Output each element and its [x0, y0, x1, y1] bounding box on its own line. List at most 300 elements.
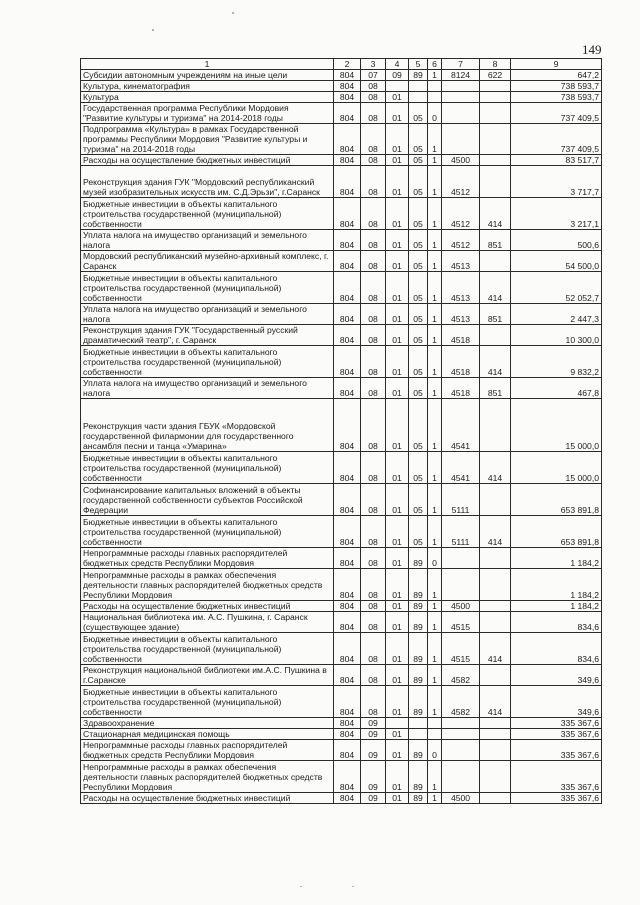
- code-cell: 804: [334, 601, 361, 612]
- code-cell: 89: [409, 665, 428, 686]
- amount-cell: 467,8: [511, 378, 602, 399]
- code-cell: 804: [334, 399, 361, 452]
- code-cell: 1: [428, 70, 442, 81]
- code-cell: 4582: [442, 686, 480, 718]
- expense-name-cell: Культура, кинематография: [81, 81, 334, 92]
- code-cell: 851: [480, 304, 511, 325]
- code-cell: [480, 103, 511, 124]
- code-cell: 804: [334, 155, 361, 166]
- scan-speck: [152, 29, 154, 31]
- code-cell: 01: [386, 124, 409, 155]
- table-row: [81, 740, 602, 761]
- code-cell: 4513: [442, 272, 480, 304]
- scan-speck: [352, 886, 354, 887]
- expense-name-cell: Непрограммные расходы главных распорядителей бюджетных средств Республики Мордовия: [81, 740, 334, 761]
- page-number: 149: [582, 42, 602, 57]
- code-cell: 804: [334, 729, 361, 740]
- code-cell: 622: [480, 70, 511, 81]
- expense-name-cell: Уплата налога на имущество организаций и земельного налога: [81, 230, 334, 251]
- code-cell: 08: [361, 81, 386, 92]
- code-cell: 01: [386, 569, 409, 601]
- code-cell: 05: [409, 198, 428, 230]
- table-row: [81, 272, 602, 304]
- amount-cell: 834,6: [511, 633, 602, 665]
- code-cell: 08: [361, 166, 386, 198]
- header-cell: 6: [428, 59, 442, 70]
- code-cell: [480, 793, 511, 804]
- code-cell: 89: [409, 548, 428, 569]
- expense-name-cell: Бюджетные инвестиции в объекты капитального строительства государственной (муниципальной) собственности: [81, 452, 334, 484]
- code-cell: 05: [409, 166, 428, 198]
- code-cell: 1: [428, 601, 442, 612]
- code-cell: 01: [386, 633, 409, 665]
- code-cell: 804: [334, 103, 361, 124]
- code-cell: 89: [409, 569, 428, 601]
- table-row: [81, 516, 602, 548]
- code-cell: 804: [334, 548, 361, 569]
- code-cell: 08: [361, 304, 386, 325]
- code-cell: 01: [386, 251, 409, 272]
- amount-cell: 653 891,8: [511, 516, 602, 548]
- code-cell: 08: [361, 548, 386, 569]
- code-cell: [442, 761, 480, 793]
- code-cell: 08: [361, 569, 386, 601]
- amount-cell: 335 367,6: [511, 740, 602, 761]
- code-cell: 804: [334, 686, 361, 718]
- code-cell: [480, 729, 511, 740]
- code-cell: 1: [428, 166, 442, 198]
- code-cell: 804: [334, 452, 361, 484]
- code-cell: 05: [409, 378, 428, 399]
- header-row: [81, 59, 602, 70]
- header-cell: 5: [409, 59, 428, 70]
- code-cell: [480, 166, 511, 198]
- code-cell: [386, 81, 409, 92]
- code-cell: 01: [386, 166, 409, 198]
- code-cell: 4541: [442, 452, 480, 484]
- code-cell: 804: [334, 516, 361, 548]
- amount-cell: 335 367,6: [511, 729, 602, 740]
- code-cell: 08: [361, 665, 386, 686]
- table-row: [81, 399, 602, 452]
- code-cell: 4518: [442, 325, 480, 346]
- code-cell: 08: [361, 452, 386, 484]
- code-cell: 1: [428, 484, 442, 516]
- amount-cell: 335 367,6: [511, 793, 602, 804]
- expense-name-cell: Национальная библиотека им. А.С. Пушкина, г. Саранск (существующее здание): [81, 612, 334, 633]
- code-cell: 0: [428, 740, 442, 761]
- amount-cell: 737 409,5: [511, 103, 602, 124]
- expense-name-cell: Непрограммные расходы в рамках обеспечения деятельности главных распорядителей бюджетных средств Республики Мордовия: [81, 761, 334, 793]
- amount-cell: 3 717,7: [511, 166, 602, 198]
- scan-speck: [300, 886, 302, 887]
- code-cell: 4513: [442, 251, 480, 272]
- code-cell: 4512: [442, 166, 480, 198]
- code-cell: 1: [428, 155, 442, 166]
- code-cell: [480, 612, 511, 633]
- code-cell: 01: [386, 304, 409, 325]
- expense-name-cell: Уплата налога на имущество организаций и земельного налога: [81, 304, 334, 325]
- code-cell: 08: [361, 633, 386, 665]
- table-row: [81, 612, 602, 633]
- expense-name-cell: Подпрограмма «Культура» в рамках Государственной программы Республики Мордовия "Развитие культуры и туризма" на 2014-2018 годы: [81, 124, 334, 155]
- code-cell: 89: [409, 793, 428, 804]
- code-cell: [409, 718, 428, 729]
- table-row: [81, 452, 602, 484]
- code-cell: 4518: [442, 346, 480, 378]
- code-cell: [442, 548, 480, 569]
- code-cell: 804: [334, 569, 361, 601]
- code-cell: [442, 92, 480, 103]
- code-cell: 804: [334, 484, 361, 516]
- code-cell: 1: [428, 230, 442, 251]
- code-cell: 804: [334, 346, 361, 378]
- amount-cell: 653 891,8: [511, 484, 602, 516]
- expense-name-cell: Расходы на осуществление бюджетных инвестиций: [81, 601, 334, 612]
- code-cell: 1: [428, 378, 442, 399]
- code-cell: 05: [409, 272, 428, 304]
- budget-table: [80, 58, 602, 804]
- code-cell: 0: [428, 103, 442, 124]
- code-cell: 5111: [442, 484, 480, 516]
- table-row: [81, 155, 602, 166]
- amount-cell: 15 000,0: [511, 452, 602, 484]
- code-cell: 09: [361, 729, 386, 740]
- table-row: [81, 633, 602, 665]
- amount-cell: 647,2: [511, 70, 602, 81]
- code-cell: 1: [428, 325, 442, 346]
- code-cell: 08: [361, 686, 386, 718]
- code-cell: 01: [386, 761, 409, 793]
- code-cell: 89: [409, 633, 428, 665]
- amount-cell: 500,6: [511, 230, 602, 251]
- code-cell: 414: [480, 346, 511, 378]
- code-cell: 01: [386, 793, 409, 804]
- code-cell: 07: [361, 70, 386, 81]
- code-cell: [442, 81, 480, 92]
- expense-name-cell: Бюджетные инвестиции в объекты капитального строительства государственной (муниципальной) собственности: [81, 516, 334, 548]
- code-cell: 4513: [442, 304, 480, 325]
- code-cell: 1: [428, 516, 442, 548]
- code-cell: 05: [409, 516, 428, 548]
- code-cell: 851: [480, 378, 511, 399]
- code-cell: 01: [386, 103, 409, 124]
- code-cell: 1: [428, 304, 442, 325]
- table-row: [81, 718, 602, 729]
- code-cell: 414: [480, 633, 511, 665]
- table-row: [81, 325, 602, 346]
- code-cell: 0: [428, 548, 442, 569]
- code-cell: 1: [428, 346, 442, 378]
- header-cell: 2: [334, 59, 361, 70]
- expense-name-cell: Бюджетные инвестиции в объекты капитального строительства государственной (муниципальной) собственности: [81, 346, 334, 378]
- table-row: [81, 166, 602, 198]
- code-cell: 08: [361, 484, 386, 516]
- code-cell: 804: [334, 70, 361, 81]
- code-cell: [442, 718, 480, 729]
- code-cell: 5111: [442, 516, 480, 548]
- expense-name-cell: Бюджетные инвестиции в объекты капитального строительства государственной (муниципальной) собственности: [81, 272, 334, 304]
- expense-name-cell: Реконструкция здания ГУК "Государственный русский драматический театр", г. Саранск: [81, 325, 334, 346]
- code-cell: [480, 718, 511, 729]
- code-cell: 804: [334, 633, 361, 665]
- code-cell: 1: [428, 251, 442, 272]
- code-cell: 08: [361, 378, 386, 399]
- code-cell: [480, 124, 511, 155]
- code-cell: 05: [409, 251, 428, 272]
- code-cell: 804: [334, 92, 361, 103]
- expense-name-cell: Здравоохранение: [81, 718, 334, 729]
- table-row: [81, 729, 602, 740]
- code-cell: 05: [409, 230, 428, 251]
- code-cell: 01: [386, 740, 409, 761]
- code-cell: 1: [428, 198, 442, 230]
- code-cell: [442, 740, 480, 761]
- code-cell: 09: [361, 740, 386, 761]
- amount-cell: 335 367,6: [511, 761, 602, 793]
- code-cell: 1: [428, 793, 442, 804]
- code-cell: 08: [361, 601, 386, 612]
- amount-cell: 52 052,7: [511, 272, 602, 304]
- expense-name-cell: Непрограммные расходы в рамках обеспечения деятельности главных распорядителей бюджетных средств Республики Мордовия: [81, 569, 334, 601]
- code-cell: [480, 740, 511, 761]
- code-cell: 01: [386, 516, 409, 548]
- table-row: [81, 251, 602, 272]
- code-cell: 09: [361, 761, 386, 793]
- code-cell: 1: [428, 124, 442, 155]
- code-cell: 05: [409, 103, 428, 124]
- amount-cell: 738 593,7: [511, 81, 602, 92]
- code-cell: 414: [480, 198, 511, 230]
- code-cell: 89: [409, 686, 428, 718]
- code-cell: 08: [361, 516, 386, 548]
- table-row: [81, 81, 602, 92]
- code-cell: 05: [409, 484, 428, 516]
- code-cell: 1: [428, 612, 442, 633]
- code-cell: [480, 665, 511, 686]
- expense-name-cell: Уплата налога на имущество организаций и земельного налога: [81, 378, 334, 399]
- header-cell: 7: [442, 59, 480, 70]
- code-cell: [428, 81, 442, 92]
- code-cell: 08: [361, 155, 386, 166]
- code-cell: 804: [334, 304, 361, 325]
- code-cell: 1: [428, 665, 442, 686]
- code-cell: [480, 548, 511, 569]
- code-cell: [480, 399, 511, 452]
- amount-cell: 349,6: [511, 686, 602, 718]
- expense-name-cell: Культура: [81, 92, 334, 103]
- code-cell: 89: [409, 601, 428, 612]
- code-cell: 89: [409, 761, 428, 793]
- expense-name-cell: Государственная программа Республики Мордовия "Развитие культуры и туризма" на 2014-2018 годы: [81, 103, 334, 124]
- code-cell: 1: [428, 761, 442, 793]
- expense-name-cell: Бюджетные инвестиции в объекты капитального строительства государственной (муниципальной) собственности: [81, 633, 334, 665]
- code-cell: 4512: [442, 198, 480, 230]
- amount-cell: 10 300,0: [511, 325, 602, 346]
- code-cell: 4518: [442, 378, 480, 399]
- table-row: [81, 378, 602, 399]
- amount-cell: 9 832,2: [511, 346, 602, 378]
- code-cell: 05: [409, 346, 428, 378]
- code-cell: 804: [334, 761, 361, 793]
- table-row: [81, 601, 602, 612]
- code-cell: 01: [386, 452, 409, 484]
- expense-name-cell: Софинансирование капитальных вложений в объекты государственной собственности субъектов Российской Федерации: [81, 484, 334, 516]
- code-cell: 05: [409, 155, 428, 166]
- code-cell: [386, 718, 409, 729]
- code-cell: 804: [334, 793, 361, 804]
- code-cell: 4515: [442, 633, 480, 665]
- expense-name-cell: Расходы на осуществление бюджетных инвестиций: [81, 155, 334, 166]
- table-row: [81, 569, 602, 601]
- amount-cell: 2 447,3: [511, 304, 602, 325]
- code-cell: 4512: [442, 230, 480, 251]
- code-cell: 1: [428, 452, 442, 484]
- code-cell: 8124: [442, 70, 480, 81]
- amount-cell: 1 184,2: [511, 569, 602, 601]
- code-cell: 01: [386, 729, 409, 740]
- code-cell: 01: [386, 686, 409, 718]
- code-cell: [428, 729, 442, 740]
- expense-name-cell: Мордовский республиканский музейно-архивный комплекс, г. Саранск: [81, 251, 334, 272]
- expense-name-cell: Реконструкция национальной библиотеки им.А.С. Пушкина в г.Саранске: [81, 665, 334, 686]
- table-row: [81, 304, 602, 325]
- code-cell: 89: [409, 740, 428, 761]
- table-row: [81, 761, 602, 793]
- code-cell: 08: [361, 251, 386, 272]
- code-cell: [480, 81, 511, 92]
- expense-name-cell: Реконструкция части здания ГБУК «Мордовской государственной филармонии для государственного ансамбля песни и танца «Умарина»: [81, 399, 334, 452]
- amount-cell: 83 517,7: [511, 155, 602, 166]
- table-row: [81, 665, 602, 686]
- code-cell: 08: [361, 92, 386, 103]
- code-cell: 804: [334, 198, 361, 230]
- code-cell: 08: [361, 612, 386, 633]
- amount-cell: 1 184,2: [511, 601, 602, 612]
- code-cell: [480, 569, 511, 601]
- table-row: [81, 103, 602, 124]
- code-cell: [428, 92, 442, 103]
- code-cell: [428, 718, 442, 729]
- expense-name-cell: Бюджетные инвестиции в объекты капитального строительства государственной (муниципальной) собственности: [81, 198, 334, 230]
- code-cell: 08: [361, 346, 386, 378]
- code-cell: 08: [361, 124, 386, 155]
- expense-name-cell: Бюджетные инвестиции в объекты капитального строительства государственной (муниципальной) собственности: [81, 686, 334, 718]
- table-header: [81, 59, 602, 70]
- amount-cell: 54 500,0: [511, 251, 602, 272]
- expense-name-cell: Стационарная медицинская помощь: [81, 729, 334, 740]
- code-cell: 01: [386, 198, 409, 230]
- table-row: [81, 548, 602, 569]
- code-cell: 01: [386, 272, 409, 304]
- code-cell: 4582: [442, 665, 480, 686]
- code-cell: 851: [480, 230, 511, 251]
- code-cell: 09: [361, 718, 386, 729]
- code-cell: 414: [480, 686, 511, 718]
- code-cell: 1: [428, 633, 442, 665]
- table-row: [81, 346, 602, 378]
- table-row: [81, 793, 602, 804]
- code-cell: 804: [334, 166, 361, 198]
- code-cell: [442, 103, 480, 124]
- code-cell: 08: [361, 230, 386, 251]
- code-cell: 89: [409, 70, 428, 81]
- code-cell: 1: [428, 686, 442, 718]
- code-cell: 804: [334, 718, 361, 729]
- code-cell: [480, 92, 511, 103]
- header-cell: 9: [511, 59, 602, 70]
- code-cell: [480, 155, 511, 166]
- code-cell: 01: [386, 230, 409, 251]
- amount-cell: 737 409,5: [511, 124, 602, 155]
- table-row: [81, 484, 602, 516]
- header-cell: 1: [81, 59, 334, 70]
- amount-cell: 349,6: [511, 665, 602, 686]
- amount-cell: 738 593,7: [511, 92, 602, 103]
- code-cell: 4500: [442, 793, 480, 804]
- table-body: [81, 70, 602, 804]
- header-cell: 3: [361, 59, 386, 70]
- code-cell: 1: [428, 399, 442, 452]
- code-cell: 08: [361, 103, 386, 124]
- header-cell: 4: [386, 59, 409, 70]
- code-cell: 804: [334, 665, 361, 686]
- code-cell: 804: [334, 612, 361, 633]
- header-cell: 8: [480, 59, 511, 70]
- code-cell: 08: [361, 325, 386, 346]
- code-cell: [442, 124, 480, 155]
- code-cell: 01: [386, 325, 409, 346]
- code-cell: 804: [334, 124, 361, 155]
- code-cell: 4541: [442, 399, 480, 452]
- amount-cell: 15 000,0: [511, 399, 602, 452]
- scan-speck: [232, 12, 234, 14]
- code-cell: [409, 92, 428, 103]
- code-cell: 05: [409, 304, 428, 325]
- code-cell: 804: [334, 740, 361, 761]
- amount-cell: 3 217,1: [511, 198, 602, 230]
- code-cell: 4500: [442, 155, 480, 166]
- code-cell: 05: [409, 124, 428, 155]
- expense-name-cell: Расходы на осуществление бюджетных инвестиций: [81, 793, 334, 804]
- expense-name-cell: Реконструкция здания ГУК "Мордовский республиканский музей изобразительных искусств им. С.Д.Эрьзи", г.Саранск: [81, 166, 334, 198]
- code-cell: 4500: [442, 601, 480, 612]
- code-cell: 01: [386, 92, 409, 103]
- code-cell: 08: [361, 399, 386, 452]
- code-cell: 01: [386, 378, 409, 399]
- code-cell: 01: [386, 665, 409, 686]
- code-cell: 01: [386, 155, 409, 166]
- code-cell: 414: [480, 272, 511, 304]
- table-row: [81, 230, 602, 251]
- code-cell: [480, 251, 511, 272]
- code-cell: 01: [386, 399, 409, 452]
- table-row: [81, 124, 602, 155]
- expense-name-cell: Субсидии автономным учреждениям на иные цели: [81, 70, 334, 81]
- code-cell: 804: [334, 81, 361, 92]
- amount-cell: 1 184,2: [511, 548, 602, 569]
- table-row: [81, 70, 602, 81]
- code-cell: 09: [386, 70, 409, 81]
- code-cell: [409, 81, 428, 92]
- code-cell: [442, 729, 480, 740]
- code-cell: [480, 484, 511, 516]
- code-cell: 804: [334, 230, 361, 251]
- code-cell: 804: [334, 378, 361, 399]
- code-cell: 05: [409, 452, 428, 484]
- amount-cell: 834,6: [511, 612, 602, 633]
- code-cell: 804: [334, 325, 361, 346]
